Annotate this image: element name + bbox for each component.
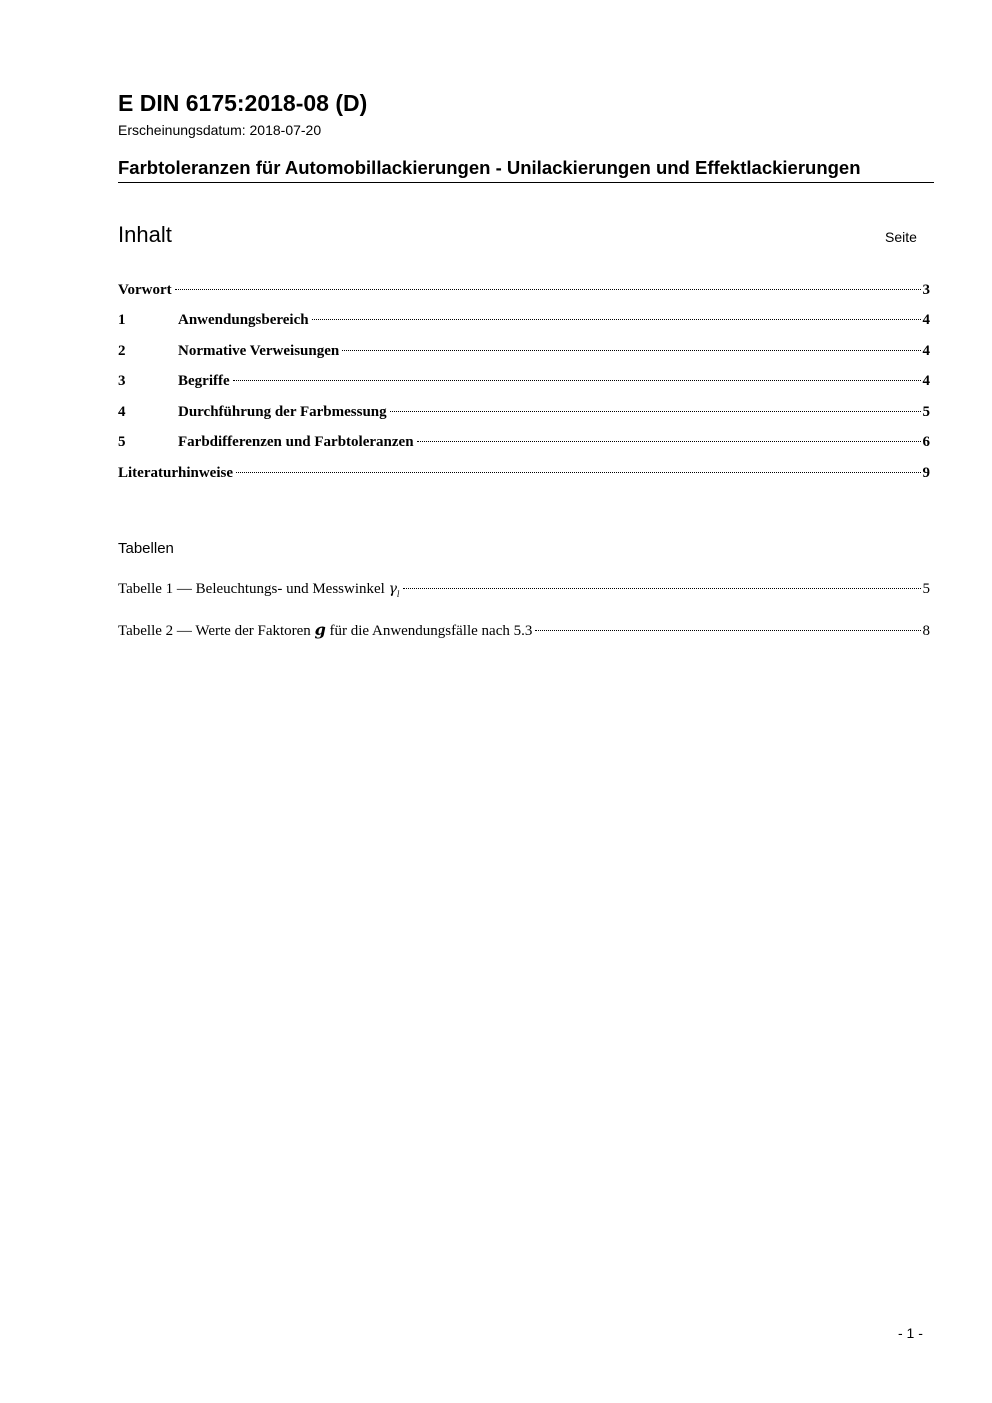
page-number: - 1 - bbox=[898, 1325, 923, 1341]
toc-entry-normative-verweisungen[interactable] bbox=[118, 342, 930, 360]
toc-entry-text: Durchführung der Farbmessung bbox=[178, 404, 387, 420]
toc-entry-page: 6 bbox=[922, 434, 930, 450]
table-entry-1[interactable] bbox=[118, 580, 930, 604]
gamma-symbol bbox=[389, 581, 400, 597]
toc-entry-number: 1 bbox=[118, 312, 126, 328]
table-entry-page: 8 bbox=[922, 623, 930, 639]
toc-entry-page: 4 bbox=[922, 343, 930, 359]
table-entry-prefix: Tabelle 1 — Beleuchtungs- und Messwinkel bbox=[118, 581, 389, 597]
table-entry-prefix: Tabelle 2 — Werte der Faktoren bbox=[118, 623, 315, 639]
toc-entry-farbdifferenzen[interactable] bbox=[118, 433, 930, 451]
toc-entry-farbmessung[interactable] bbox=[118, 403, 930, 421]
symbol-char: γ bbox=[388, 581, 397, 597]
toc-entry-page: 5 bbox=[922, 404, 930, 420]
tables-heading: Tabellen bbox=[118, 540, 174, 557]
toc-entry-number: 5 bbox=[118, 434, 126, 450]
dot-leader bbox=[233, 380, 921, 381]
toc-entry-text: Begriffe bbox=[178, 373, 230, 389]
toc-entry-text: Literaturhinweise bbox=[118, 465, 233, 481]
toc-entry-page: 9 bbox=[922, 465, 930, 481]
g-symbol: g bbox=[314, 620, 326, 639]
toc-entry-text: Normative Verweisungen bbox=[178, 343, 340, 359]
table-entry-page: 5 bbox=[922, 581, 930, 597]
document-id: E DIN 6175:2018-08 (D) bbox=[118, 90, 368, 116]
toc-entry-number: 2 bbox=[118, 343, 126, 359]
toc-entry-text: Farbdifferenzen und Farbtoleranzen bbox=[178, 434, 414, 450]
dot-leader bbox=[390, 411, 921, 412]
toc-entry-literaturhinweise[interactable] bbox=[118, 464, 930, 482]
publication-date: Erscheinungsdatum: 2018-07-20 bbox=[118, 122, 322, 138]
toc-entry-number: 4 bbox=[118, 404, 126, 420]
toc-entry-text: Anwendungsbereich bbox=[178, 312, 309, 328]
toc-entry-page: 3 bbox=[922, 282, 930, 298]
toc-entry-number: 3 bbox=[118, 373, 126, 389]
toc-entry-begriffe[interactable] bbox=[118, 372, 930, 390]
toc-heading: Inhalt bbox=[118, 222, 172, 247]
dot-leader bbox=[417, 441, 921, 442]
table-entry-text bbox=[118, 621, 532, 640]
page-column-label: Seite bbox=[885, 229, 917, 245]
toc-entry-page: 4 bbox=[922, 373, 930, 389]
table-entry-text bbox=[118, 580, 400, 604]
toc-entry-anwendungsbereich[interactable] bbox=[118, 311, 930, 329]
toc-entry-text: Vorwort bbox=[118, 282, 172, 298]
dot-leader bbox=[403, 588, 921, 589]
table-entry-suffix: für die Anwendungsfälle nach 5.3 bbox=[325, 623, 533, 639]
dot-leader bbox=[236, 472, 921, 473]
table-entry-2[interactable] bbox=[118, 621, 930, 640]
document-title: Farbtoleranzen für Automobillackierungen - Unilackierungen und Effektlackierungen bbox=[118, 157, 934, 183]
toc-entry-page: 4 bbox=[922, 312, 930, 328]
dot-leader bbox=[175, 289, 921, 290]
dot-leader bbox=[535, 630, 920, 631]
dot-leader bbox=[342, 350, 920, 351]
toc-entry-vorwort[interactable] bbox=[118, 281, 930, 299]
symbol-subscript: l bbox=[396, 589, 400, 599]
dot-leader bbox=[312, 319, 921, 320]
